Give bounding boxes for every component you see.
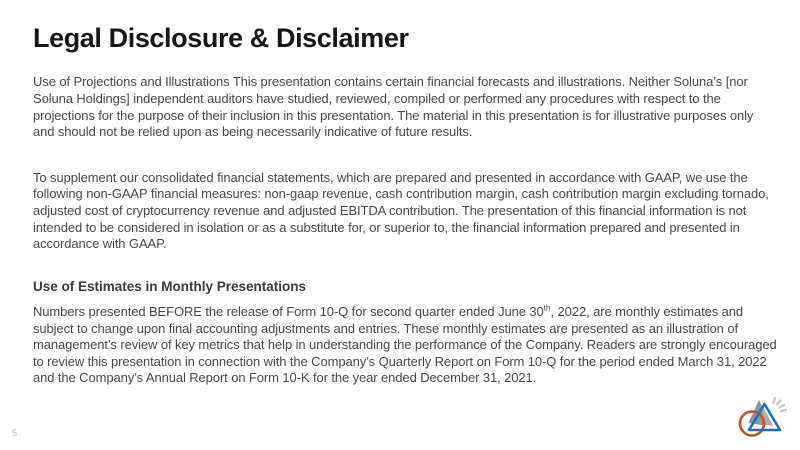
logo-rays (774, 398, 787, 411)
soluna-logo (737, 395, 789, 443)
estimates-text-post: , 2022, are monthly estimates and subject to change upon final accounting adjustments and entries. These monthly estimates are presented as an illustration of management’s review of key metrics that help in understanding the performance of the Company. Readers are strongly encouraged to review this presentation in connection with the Company’s Quarterly Report on Form 10-Q for the period ended March 31, 2022 and the Company’s Annual Report on Form 10-K for the year ended December 31, 2021. (33, 303, 777, 386)
slide-content (33, 22, 778, 387)
soluna-logo-icon (737, 395, 789, 443)
projections-disclaimer-paragraph: Use of Projections and Illustrations This presentation contains certain financial forecasts and illustrations. Neither Soluna’s [nor Soluna Holdings] independent auditors have studied, reviewed, compiled or performed any procedures with respect to the projections for the purpose of their inclusion in this presentation. The material in this presentation is for illustrative purposes only and should not be relied upon as being necessarily indicative of future results. (33, 74, 754, 140)
slide-title: Legal Disclosure & Disclaimer (33, 23, 409, 53)
non-gaap-measures-paragraph: To supplement our consolidated financial statements, which are prepared and presented in accordance with GAAP, we use the following non-GAAP financial measures: non-gaap revenue, cash contribution margin, cash contribution margin excluding tornado, adjusted cost of cryptocurrency revenue and adjusted EBITDA contribution. The presentation of this financial information is not intended to be considered in isolation or as a substitute for, or superior to, the financial information prepared and presented in accordance with GAAP. (33, 169, 769, 252)
estimates-paragraph (33, 304, 778, 387)
estimates-text-pre: Numbers presented BEFORE the release of Form 10-Q for second quarter ended June 30 (33, 303, 544, 319)
page-number: 5 (12, 428, 18, 438)
estimates-heading: Use of Estimates in Monthly Presentations (33, 278, 307, 294)
ordinal-superscript: th (543, 302, 551, 313)
